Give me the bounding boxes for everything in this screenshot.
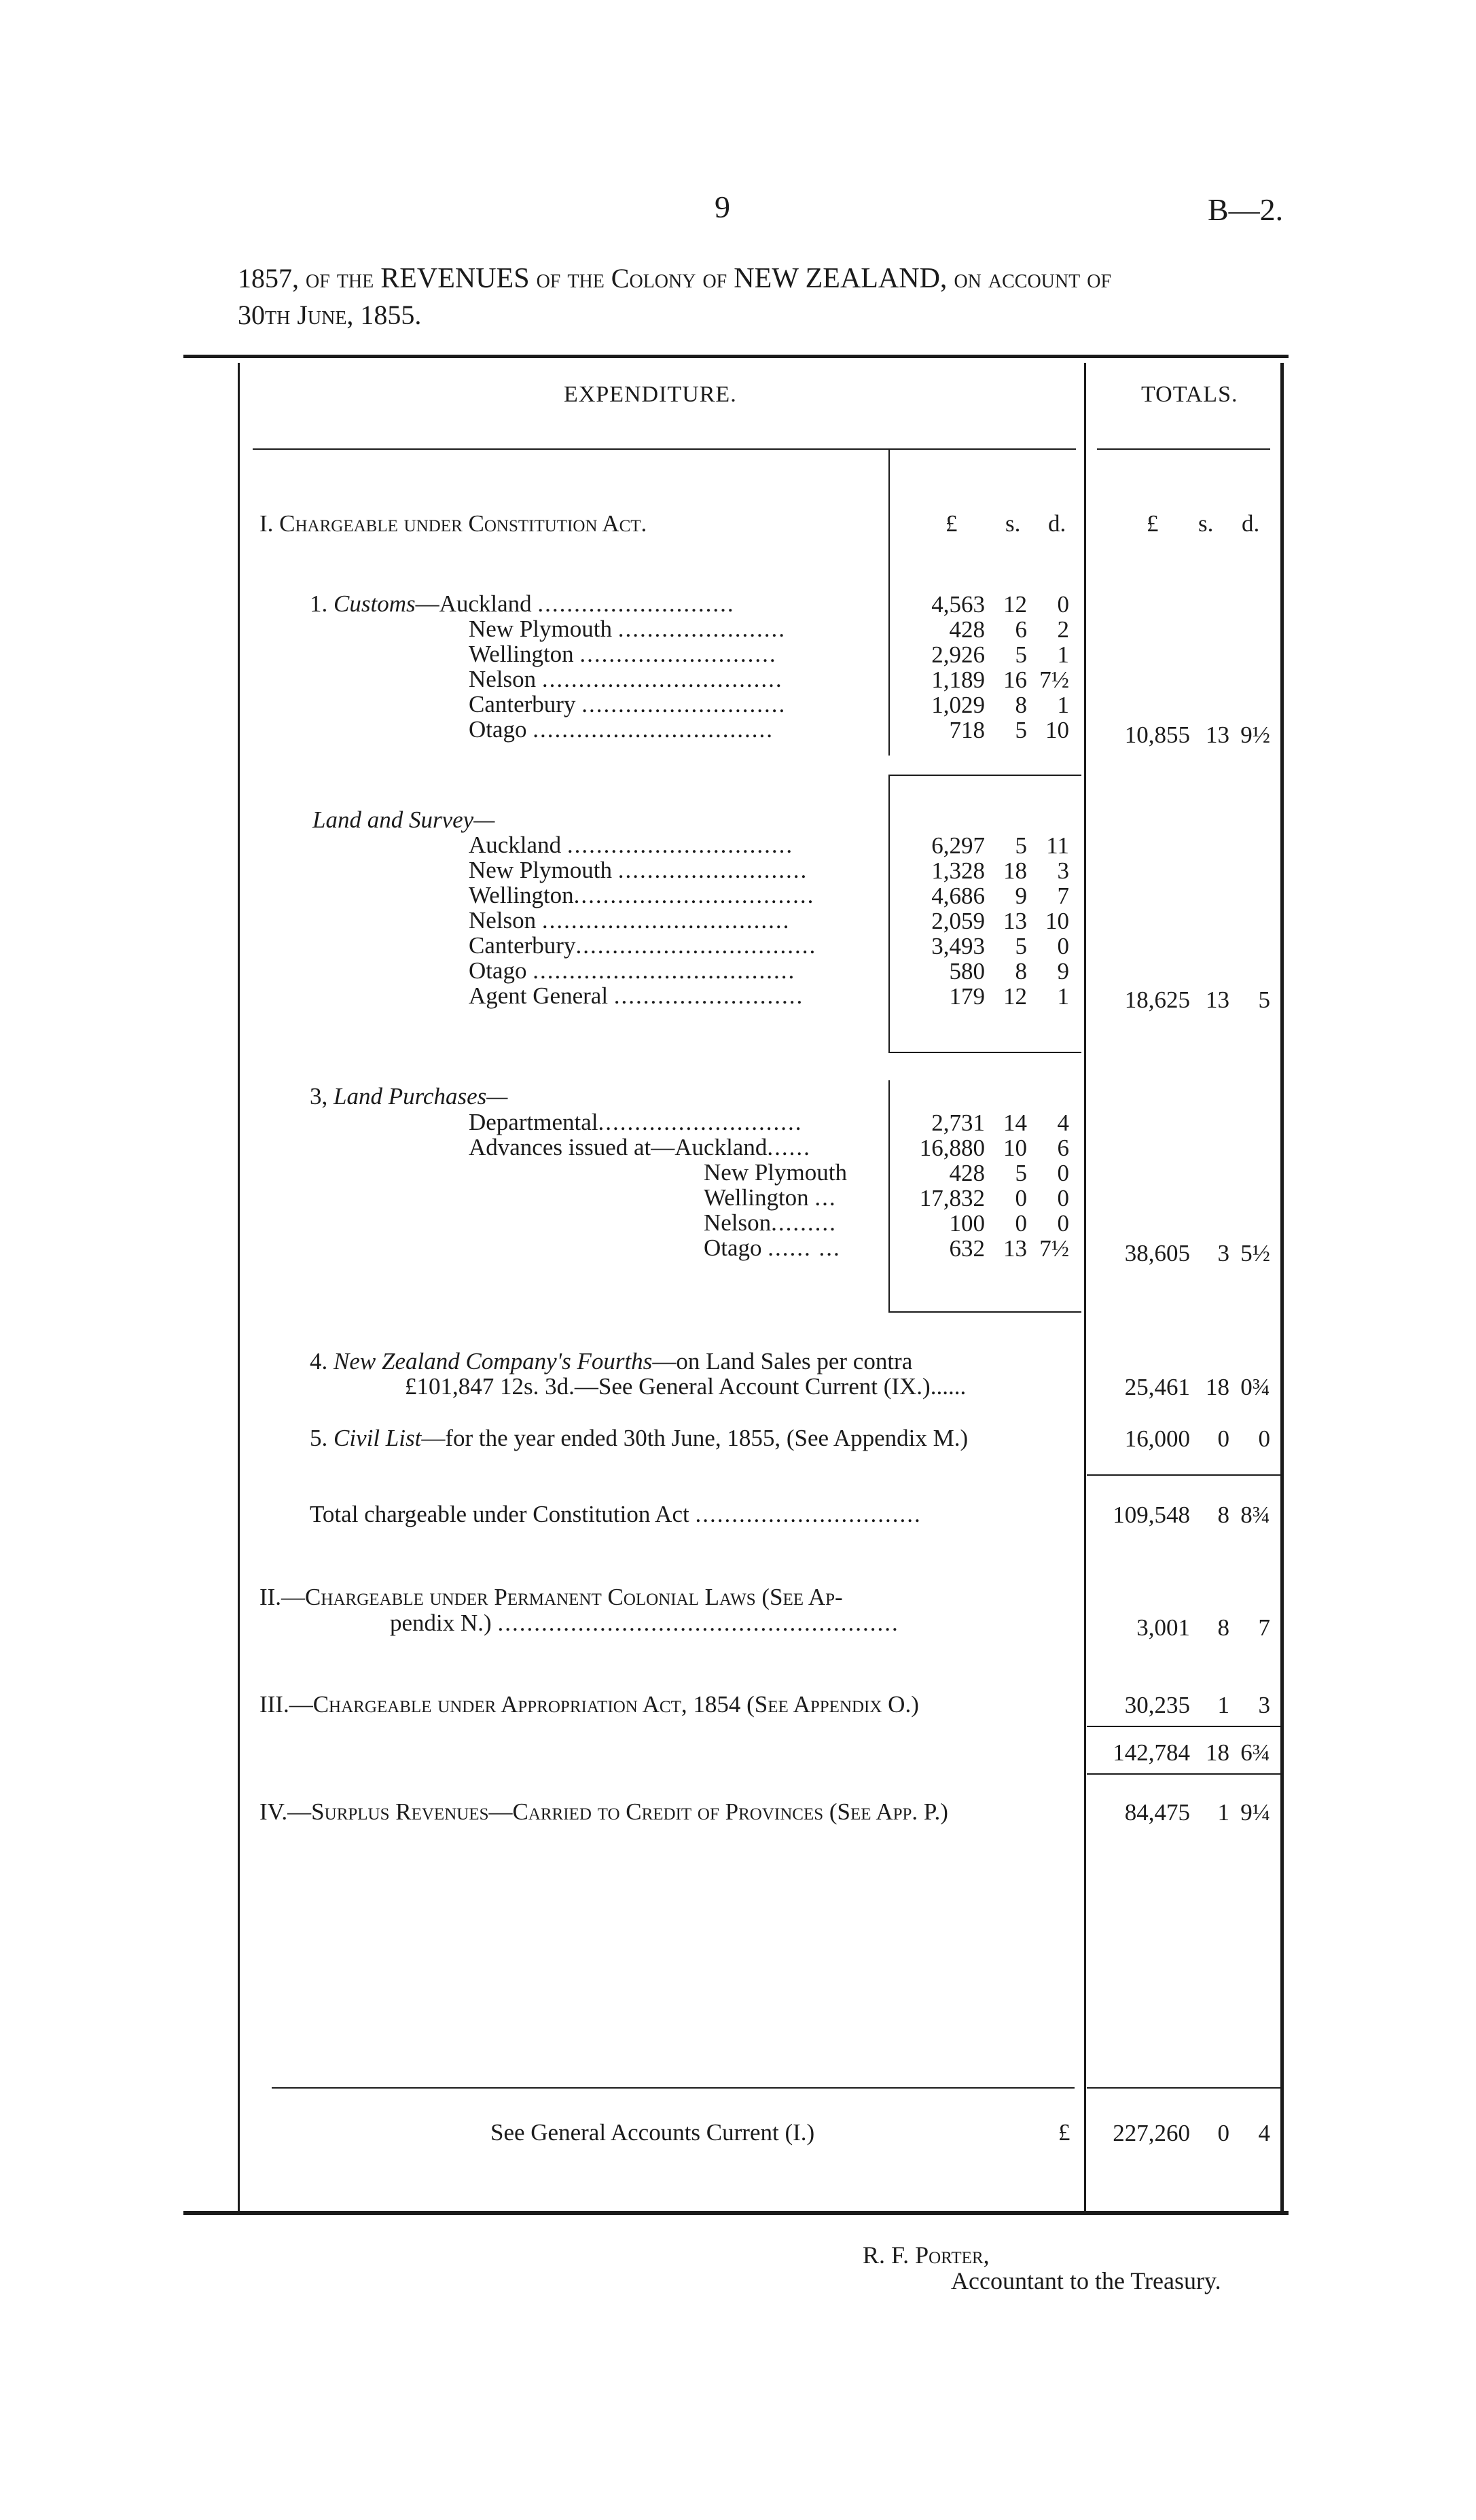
- grand-total-pence: 4: [1258, 2120, 1270, 2146]
- amount-shillings: 8: [1015, 958, 1027, 984]
- shilling-column-header: s.: [1005, 510, 1021, 537]
- customs-row-label: Otago .................................: [469, 716, 774, 743]
- total-shillings: 13: [1206, 722, 1229, 748]
- amount-pounds: 1,189: [931, 667, 985, 693]
- amount-pence: 6: [1057, 1135, 1069, 1161]
- customs-heading: 1. Customs—Auckland ...........................: [310, 590, 735, 617]
- amount-pounds: 1,029: [931, 692, 985, 718]
- amount-pounds: 16,880: [919, 1135, 985, 1161]
- amount-pounds: 2,059: [931, 908, 985, 934]
- amount-pence: 10: [1045, 908, 1069, 934]
- amount-rule-top-2: [888, 775, 1081, 776]
- total-shillings: 8: [1217, 1614, 1229, 1641]
- table-bottom-rule: [183, 2211, 1289, 2215]
- section-2-heading: II.—Chargeable under Permanent Colonial Laws (See Ap-: [259, 1584, 843, 1610]
- amount-pence: 0: [1057, 1160, 1069, 1186]
- amount-pounds: 718: [949, 717, 985, 743]
- title-date: 30th June, 1855.: [238, 300, 422, 330]
- section-1-heading: I. Chargeable under Constitution Act.: [259, 510, 647, 537]
- amount-pence: 7½: [1039, 1235, 1069, 1262]
- document-reference: B—2.: [1208, 192, 1284, 227]
- total-shillings: 3: [1217, 1240, 1229, 1266]
- amount-shillings: 0: [1015, 1185, 1027, 1211]
- page-number: 9: [715, 190, 730, 224]
- totals-pence-header: d.: [1242, 510, 1260, 537]
- totals-shilling-header: s.: [1198, 510, 1214, 537]
- subtotal-rule: [1087, 1726, 1280, 1727]
- amount-shillings: 5: [1015, 1160, 1027, 1186]
- amount-pence: 0: [1057, 933, 1069, 959]
- amount-column-rule-1: [888, 450, 890, 756]
- totals-pound-header: £: [1147, 510, 1159, 537]
- amount-shillings: 6: [1015, 616, 1027, 643]
- total-rule: [1087, 1474, 1280, 1476]
- amount-shillings: 13: [1003, 1235, 1027, 1262]
- amount-rule-top-3: [888, 1052, 1081, 1053]
- item-4-line-1: 4. New Zealand Company's Fourths—on Land Sales per contra: [310, 1348, 913, 1374]
- total-pence: 5½: [1240, 1240, 1270, 1266]
- amount-shillings: 5: [1015, 832, 1027, 859]
- land-purchases-row-label: New Plymouth: [704, 1159, 847, 1186]
- section-3-heading: III.—Chargeable under Appropriation Act, 1854 (See Appendix O.): [259, 1691, 919, 1718]
- land-survey-row-label: Agent General ..........................: [469, 982, 804, 1009]
- table-left-border: [238, 363, 240, 2211]
- expenditure-header: EXPENDITURE.: [564, 382, 737, 407]
- amount-pounds: 428: [949, 1160, 985, 1186]
- table-top-rule: [183, 355, 1289, 358]
- item-5-line: 5. Civil List—for the year ended 30th June, 1855, (See Appendix M.): [310, 1425, 969, 1451]
- subtotal-pounds: 142,784: [1113, 1739, 1190, 1766]
- amount-pence: 4: [1057, 1110, 1069, 1136]
- total-shillings: 8: [1217, 1502, 1229, 1528]
- pound-column-header: £: [946, 510, 958, 537]
- amount-column-rule-2: [888, 775, 890, 1053]
- amount-pounds: 580: [949, 958, 985, 984]
- total-shillings: 1: [1217, 1799, 1229, 1826]
- total-pounds: 25,461: [1124, 1374, 1190, 1400]
- totals-column-divider: [1084, 363, 1086, 2211]
- amount-pounds: 3,493: [931, 933, 985, 959]
- amount-pounds: 6,297: [931, 832, 985, 859]
- total-shillings: 1: [1217, 1692, 1229, 1718]
- amount-pounds: 2,731: [931, 1110, 985, 1136]
- customs-row-label: Nelson .................................: [469, 666, 783, 692]
- amount-pence: 0: [1057, 1185, 1069, 1211]
- land-survey-row-label: Wellington.................................: [469, 882, 815, 908]
- land-survey-row-label: Nelson ..................................: [469, 907, 791, 934]
- page-title: 1857, of the REVENUES of the Colony of NEW ZEALAND, on account of: [238, 263, 1112, 294]
- total-chargeable-line: Total chargeable under Constitution Act ...............................: [310, 1501, 922, 1527]
- subtotal-shillings: 18: [1206, 1739, 1229, 1766]
- land-purchases-row-label: Nelson.........: [704, 1209, 837, 1236]
- amount-pence: 11: [1046, 832, 1069, 859]
- land-survey-row-label: Otago ....................................: [469, 957, 796, 984]
- grand-total-label: See General Accounts Current (I.): [490, 2119, 815, 2146]
- totals-header: TOTALS.: [1141, 382, 1238, 407]
- total-pence: 7: [1258, 1614, 1270, 1641]
- totals-header-rule: [1097, 448, 1270, 450]
- amount-pounds: 428: [949, 616, 985, 643]
- amount-shillings: 18: [1003, 857, 1027, 884]
- amount-pounds: 632: [949, 1235, 985, 1262]
- amount-pounds: 2,926: [931, 641, 985, 668]
- amount-shillings: 16: [1003, 667, 1027, 693]
- total-pence: 9¼: [1240, 1799, 1270, 1826]
- customs-row-label: Canterbury ............................: [469, 691, 787, 717]
- section-4-heading: IV.—Surplus Revenues—Carried to Credit of Provinces (See App. P.): [259, 1798, 948, 1825]
- total-pence: 0: [1258, 1425, 1270, 1452]
- amount-pence: 7½: [1039, 667, 1069, 693]
- amount-shillings: 0: [1015, 1210, 1027, 1237]
- total-shillings: 0: [1217, 1425, 1229, 1452]
- signature-role: Accountant to the Treasury.: [951, 2267, 1221, 2294]
- land-survey-row-label: New Plymouth ..........................: [469, 857, 808, 883]
- amount-shillings: 12: [1003, 591, 1027, 618]
- subtotal-bottom-rule: [1087, 1773, 1280, 1775]
- expenditure-header-rule: [253, 448, 1076, 450]
- pence-column-header: d.: [1048, 510, 1066, 537]
- amount-pounds: 1,328: [931, 857, 985, 884]
- amount-pence: 2: [1057, 616, 1069, 643]
- table-right-border: [1280, 363, 1284, 2211]
- land-purchases-row-label: Wellington ...: [704, 1184, 837, 1211]
- amount-pence: 9: [1057, 958, 1069, 984]
- amount-column-rule-3: [888, 1080, 890, 1313]
- amount-shillings: 13: [1003, 908, 1027, 934]
- amount-pence: 1: [1057, 641, 1069, 668]
- customs-row-label: Wellington ...........................: [469, 641, 777, 667]
- customs-row-label: New Plymouth .......................: [469, 616, 786, 642]
- total-pence: 8¾: [1240, 1502, 1270, 1528]
- amount-shillings: 14: [1003, 1110, 1027, 1136]
- section-2-line-2: pendix N.) .......................................................: [390, 1610, 899, 1636]
- amount-pence: 10: [1045, 717, 1069, 743]
- amount-pence: 1: [1057, 692, 1069, 718]
- amount-rule-bottom-3: [888, 1311, 1081, 1313]
- amount-shillings: 10: [1003, 1135, 1027, 1161]
- total-shillings: 18: [1206, 1374, 1229, 1400]
- grand-total-rule-left: [272, 2087, 1075, 2089]
- land-survey-row-label: Auckland ...............................: [469, 832, 794, 858]
- amount-pence: 0: [1057, 591, 1069, 618]
- total-pence: 0¾: [1240, 1374, 1270, 1400]
- amount-pounds: 179: [949, 983, 985, 1010]
- grand-total-pounds: 227,260: [1113, 2120, 1190, 2146]
- amount-shillings: 5: [1015, 933, 1027, 959]
- amount-pence: 3: [1057, 857, 1069, 884]
- land-purchases-row-label: Otago ...... ...: [704, 1235, 841, 1261]
- amount-shillings: 8: [1015, 692, 1027, 718]
- amount-shillings: 5: [1015, 717, 1027, 743]
- grand-total-shillings: 0: [1217, 2120, 1229, 2146]
- amount-shillings: 5: [1015, 641, 1027, 668]
- total-shillings: 13: [1206, 987, 1229, 1013]
- grand-total-currency: £: [1058, 2119, 1070, 2146]
- land-survey-row-label: Canterbury.................................: [469, 932, 817, 959]
- land-purchases-row-label: Advances issued at—Auckland......: [469, 1134, 811, 1160]
- land-survey-heading: Land and Survey—: [312, 806, 495, 833]
- total-pounds: 84,475: [1124, 1799, 1190, 1826]
- total-pounds: 10,855: [1124, 722, 1190, 748]
- amount-pounds: 17,832: [919, 1185, 985, 1211]
- amount-pence: 0: [1057, 1210, 1069, 1237]
- amount-pence: 1: [1057, 983, 1069, 1010]
- amount-pounds: 4,686: [931, 883, 985, 909]
- amount-shillings: 12: [1003, 983, 1027, 1010]
- amount-pence: 7: [1057, 883, 1069, 909]
- grand-total-rule-right: [1087, 2087, 1280, 2089]
- total-pounds: 3,001: [1136, 1614, 1190, 1641]
- total-pence: 9½: [1240, 722, 1270, 748]
- amount-pounds: 100: [949, 1210, 985, 1237]
- total-pounds: 18,625: [1124, 987, 1190, 1013]
- total-pounds: 30,235: [1124, 1692, 1190, 1718]
- item-4-line-2: £101,847 12s. 3d.—See General Account Current (IX.)......: [405, 1373, 967, 1400]
- total-pounds: 38,605: [1124, 1240, 1190, 1266]
- amount-pounds: 4,563: [931, 591, 985, 618]
- total-pounds: 16,000: [1124, 1425, 1190, 1452]
- amount-shillings: 9: [1015, 883, 1027, 909]
- total-pence: 3: [1258, 1692, 1270, 1718]
- total-pounds: 109,548: [1113, 1502, 1190, 1528]
- subtotal-pence: 6¾: [1240, 1739, 1270, 1766]
- total-pence: 5: [1258, 987, 1270, 1013]
- land-purchases-heading: 3, Land Purchases—: [310, 1083, 508, 1110]
- land-purchases-row-label: Departmental............................: [469, 1109, 803, 1135]
- signature-name: R. F. Porter,: [863, 2241, 990, 2269]
